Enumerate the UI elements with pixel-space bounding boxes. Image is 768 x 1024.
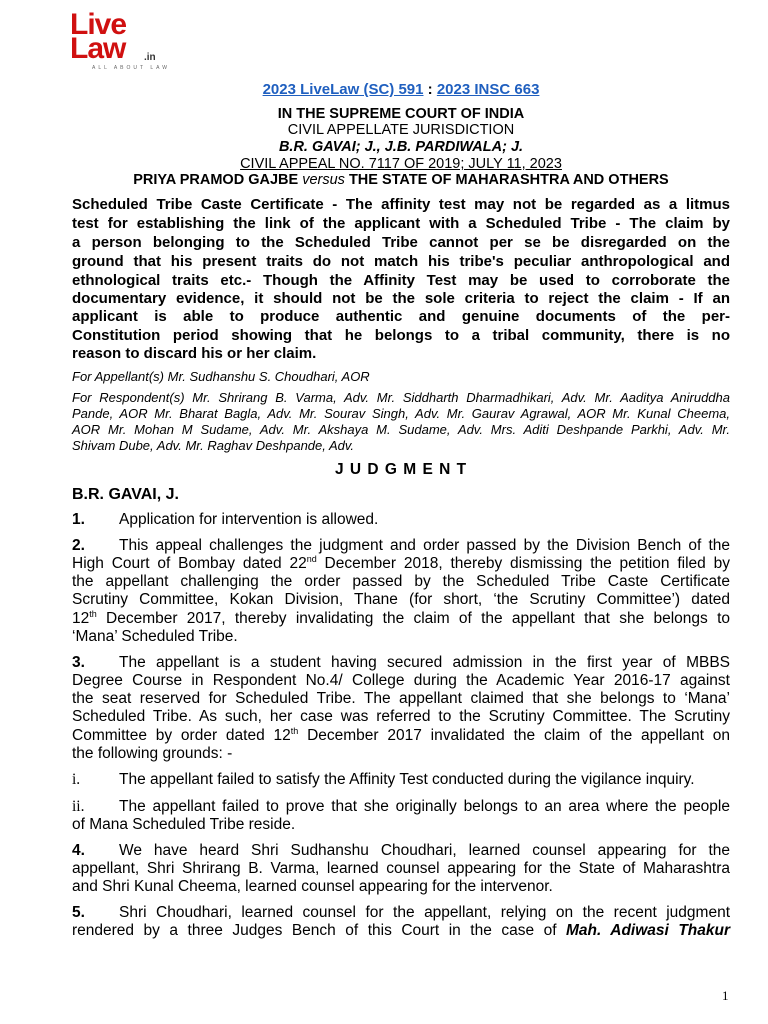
para-number: 3. — [72, 654, 85, 671]
headnote-line: test for establishing the link of the applicant with a Scheduled Tribe - The claim by — [72, 215, 730, 232]
headnote-line: documentary evidence, it should not be the sole criteria to reject the claim - If an — [72, 290, 730, 307]
paragraph-2-line — [72, 555, 730, 573]
para-number: 4. — [72, 842, 85, 859]
para-text: Committee by order dated 12 — [72, 727, 291, 744]
counsel-respondent-line: Pande, AOR Mr. Bharat Bagla, Adv. Mr. Sourav Singh, Adv. Mr. Gaurav Agrawal, AOR Mr. Kunal Cheema, — [72, 406, 730, 421]
headnote-line: applicant is able to produce authentic and genuine documents of the per- — [72, 308, 730, 325]
paragraph-2-line — [72, 610, 730, 628]
citation-line — [72, 81, 730, 98]
headnote-line: Scheduled Tribe Caste Certificate - The affinity test may not be regarded as a litmus — [72, 196, 730, 213]
livelaw-citation-link[interactable]: 2023 LiveLaw (SC) 591 — [262, 81, 424, 98]
logo-law: Law — [70, 32, 126, 65]
para-text: This appeal challenges the judgment and order passed by the Division Bench of the — [119, 537, 730, 554]
paragraph-2-line: the appellant challenging the order passed by the Scheduled Tribe Caste Certificate — [72, 573, 730, 590]
paragraph-5-line — [72, 922, 730, 940]
case-name: Mah. Adiwasi Thakur — [566, 922, 730, 939]
counsel-respondent-line: Shivam Dube, Adv. Mr. Raghav Deshpande, Adv. — [72, 438, 355, 453]
para-text: We have heard Shri Sudhanshu Choudhari, learned counsel appearing for the — [119, 842, 730, 859]
paragraph-3-line: Degree Course in Respondent No.4/ College during the Academic Year 2016-17 against — [72, 672, 730, 689]
paragraph-4-line: appellant, Shri Shrirang B. Varma, learned counsel appearing for the State of Maharashtra — [72, 860, 730, 877]
parties — [72, 172, 730, 188]
para-text: rendered by a three Judges Bench of this Court in the case of — [72, 922, 567, 939]
headnote-line: a person belonging to the Scheduled Tribe cannot per se be disregarded on the — [72, 234, 730, 251]
counsel-respondent-line: AOR Mr. Mohan M Sudame, Adv. Mr. Akshaya M. Sudame, Adv. Mrs. Aditi Deshpande Parkhi, Adv. Mr. — [72, 422, 730, 437]
roman-numeral: i. — [72, 771, 81, 788]
judgment-heading: J U D G M E N T — [334, 461, 468, 478]
headnote-line: ethnological traits etc.- Though the Affinity Test may be used to corroborate the — [72, 272, 730, 289]
para-text: Application for intervention is allowed. — [119, 511, 379, 528]
para-text: High Court of Bombay dated 22 — [72, 555, 307, 572]
paragraph-5-line — [72, 904, 730, 922]
para-text: December 2017, thereby invalidating the claim of the appellant that she belongs to — [96, 610, 730, 627]
ordinal-superscript: nd — [306, 553, 317, 564]
judge-name: B.R. GAVAI, J. — [72, 486, 179, 503]
headnote-line: Constitution period showing that he belongs to a tribal community, there is no — [72, 327, 730, 344]
para-text: Shri Choudhari, learned counsel for the appellant, relying on the recent judgment — [119, 904, 730, 921]
para-text: December 2017 invalidated the claim of the appellant on — [298, 727, 730, 744]
paragraph-3-line — [72, 654, 730, 672]
bench: B.R. GAVAI; J., J.B. PARDIWALA; J. — [278, 139, 524, 155]
court-name: IN THE SUPREME COURT OF INDIA — [277, 106, 525, 122]
para-number: 2. — [72, 537, 85, 554]
logo-tld: .in — [144, 52, 156, 63]
paragraph-3-line: the seat reserved for Scheduled Tribe. The appellant claimed that she belongs to ‘Mana’ — [72, 690, 730, 707]
logo-tagline: ALL ABOUT LAW — [92, 65, 170, 71]
paragraph-3-line — [72, 727, 730, 745]
paragraph-2-line: ‘Mana’ Scheduled Tribe. — [72, 628, 238, 645]
roman-numeral: ii. — [72, 798, 85, 815]
paragraph-2-line — [72, 537, 730, 555]
paragraph-1 — [72, 511, 378, 529]
paragraph-2-line: Scrutiny Committee, Kokan Division, Thane (for short, ‘the Scrutiny Committee’) dated — [72, 591, 730, 608]
ground-i — [72, 771, 695, 789]
paragraph-3-line: Scheduled Tribe. As such, her case was referred to the Scrutiny Committee. The Scrutiny — [72, 708, 730, 725]
counsel-appellant: For Appellant(s) Mr. Sudhanshu S. Choudhari, AOR — [72, 369, 370, 384]
headnote-line: ground that his present traits do not match his tribe's peculiar anthropological and — [72, 253, 730, 270]
respondent-name: THE STATE OF MAHARASHTRA AND OTHERS — [348, 172, 669, 188]
para-text: 12 — [72, 610, 90, 627]
ground-ii-line — [72, 798, 730, 816]
para-text: The appellant failed to prove that she originally belongs to an area where the people — [119, 798, 730, 815]
paragraph-4-line — [72, 842, 730, 860]
appeal-number: CIVIL APPEAL NO. 7117 OF 2019; JULY 11, 2023 — [240, 156, 562, 172]
ground-ii-line: of Mana Scheduled Tribe reside. — [72, 816, 296, 833]
para-text: December 2018, thereby dismissing the petition filed by — [316, 555, 730, 572]
page-number: 1 — [722, 988, 729, 1003]
headnote-line: reason to discard his or her claim. — [72, 345, 317, 362]
appellant-name: PRIYA PRAMOD GAJBE — [133, 172, 299, 188]
insc-citation-link[interactable]: 2023 INSC 663 — [436, 81, 540, 98]
para-text: The appellant is a student having secured admission in the first year of MBBS — [119, 654, 730, 671]
paragraph-4-line: and Shri Kunal Cheema, learned counsel appearing for the intervenor. — [72, 878, 553, 895]
livelaw-logo — [70, 8, 200, 71]
para-text: The appellant failed to satisfy the Affinity Test conducted during the vigilance inquiry. — [119, 771, 695, 788]
citation-separator: : — [423, 81, 437, 98]
ordinal-superscript: th — [89, 608, 97, 619]
versus-label: versus — [302, 172, 345, 188]
para-number: 5. — [72, 904, 85, 921]
para-number: 1. — [72, 511, 85, 528]
ordinal-superscript: th — [290, 725, 299, 736]
counsel-respondent-line: For Respondent(s) Mr. Shrirang B. Varma, Adv. Mr. Siddharth Dharmadhikari, Adv. Mr. Aaditya Aniruddha — [72, 390, 730, 405]
paragraph-3-line: the following grounds: - — [72, 745, 233, 762]
jurisdiction: CIVIL APPELLATE JURISDICTION — [287, 122, 515, 138]
logo-live: Live — [70, 8, 127, 41]
